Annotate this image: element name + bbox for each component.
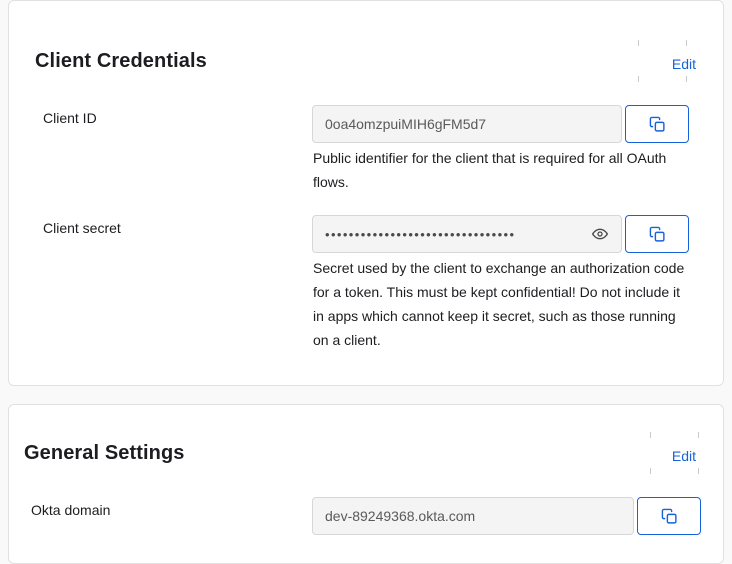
eye-icon[interactable]	[591, 225, 609, 243]
eye-icon-glyph	[592, 226, 608, 242]
copy-icon	[649, 116, 666, 133]
focus-tick-tl	[638, 40, 639, 46]
focus-tick-general-tr	[698, 432, 699, 438]
client-id-input[interactable]	[312, 105, 622, 143]
client-secret-value: ••••••••••••••••••••••••••••••••	[325, 227, 516, 241]
okta-domain-label: Okta domain	[31, 502, 111, 518]
focus-tick-bl	[638, 76, 639, 82]
focus-tick-general-bl	[650, 468, 651, 474]
focus-tick-general-br	[698, 468, 699, 474]
copy-client-id-button[interactable]	[625, 105, 689, 143]
copy-icon	[649, 226, 666, 243]
focus-tick-tr	[686, 40, 687, 46]
copy-icon	[661, 508, 678, 525]
copy-client-secret-button[interactable]	[625, 215, 689, 253]
okta-domain-value: dev-89249368.okta.com	[325, 508, 476, 524]
client-credentials-title: Client Credentials	[35, 50, 207, 72]
edit-client-credentials-button[interactable]: Edit	[671, 56, 696, 72]
client-secret-label: Client secret	[43, 220, 121, 236]
copy-okta-domain-button[interactable]	[637, 497, 701, 535]
client-secret-input[interactable]	[312, 215, 622, 253]
general-settings-card	[8, 404, 724, 564]
general-settings-title: General Settings	[24, 442, 185, 464]
client-id-helper-text: Public identifier for the client that is required for all OAuth flows.	[313, 150, 667, 190]
okta-domain-input[interactable]	[312, 497, 634, 535]
focus-tick-br	[686, 76, 687, 82]
client-secret-helper-text: Secret used by the client to exchange an authorization code for a token. This must be kept confidential! Do not include it in apps which cannot keep it secret, such as those running on a client.	[313, 260, 685, 348]
client-id-label: Client ID	[43, 110, 97, 126]
edit-general-settings-button[interactable]: Edit	[671, 448, 696, 464]
focus-tick-general-tl	[650, 432, 651, 438]
client-id-value: 0oa4omzpuiMIH6gFM5d7	[325, 116, 487, 132]
